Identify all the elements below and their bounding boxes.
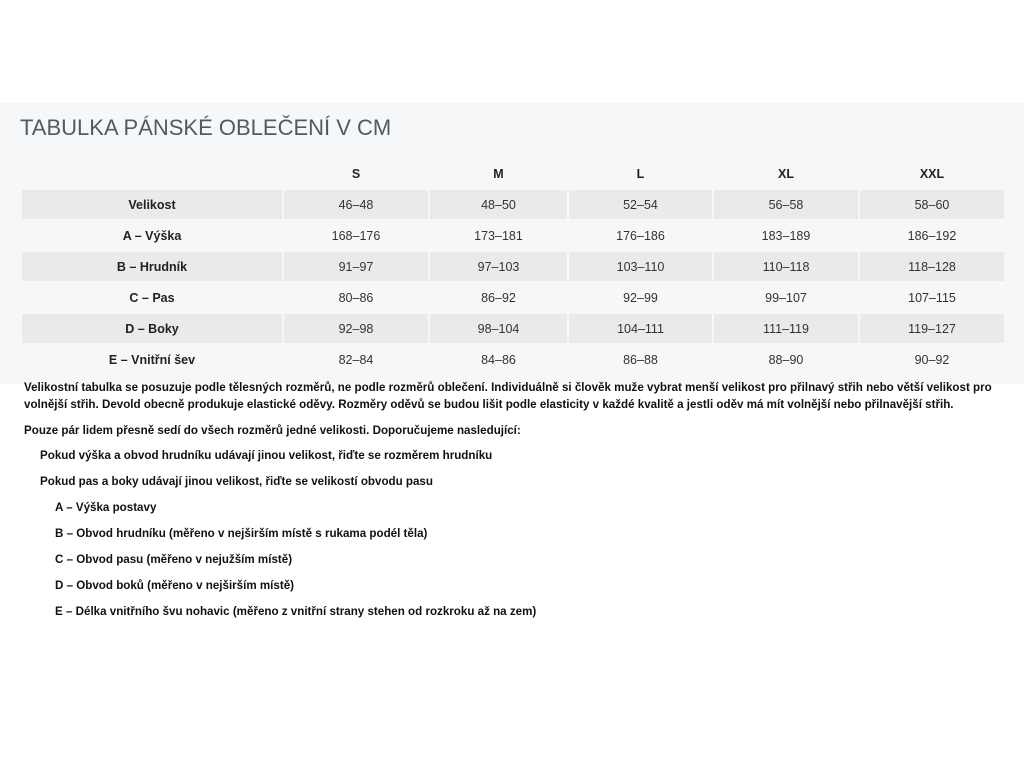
- table-row: [22, 221, 1004, 252]
- table-cell: 84–86: [430, 345, 567, 376]
- row-label: Velikost: [22, 190, 282, 221]
- row-label: C – Pas: [22, 283, 282, 314]
- row-label: B – Hrudník: [22, 252, 282, 283]
- column-header-m: M: [493, 167, 504, 181]
- table-row: [22, 252, 1004, 283]
- measurement-legend-item: C – Obvod pasu (měřeno v nejužším místě): [55, 553, 293, 567]
- measurement-legend-item: B – Obvod hrudníku (měřeno v nejširším místě s rukama podél těla): [55, 527, 428, 541]
- table-cell: 92–99: [569, 283, 712, 314]
- column-header-l: L: [636, 167, 645, 181]
- measurement-legend-item: E – Délka vnitřního švu nohavic (měřeno z vnitřní strany stehen od rozkroku až na zem): [55, 605, 537, 619]
- recommendation-item: Pokud výška a obvod hrudníku udávají jinou velikost, řiďte se rozměrem hrudníku: [40, 449, 493, 463]
- table-cell: 82–84: [284, 345, 428, 376]
- table-row: [22, 190, 1004, 221]
- table-cell: 119–127: [860, 314, 1004, 345]
- recommendation-item: Pokud pas a boky udávají jinou velikost, řiďte se velikostí obvodu pasu: [40, 475, 433, 489]
- table-cell: 173–181: [430, 221, 567, 252]
- table-cell: 90–92: [860, 345, 1004, 376]
- table-cell: 92–98: [284, 314, 428, 345]
- table-cell: 186–192: [860, 221, 1004, 252]
- size-table: [20, 158, 1006, 376]
- measurement-legend-item: A – Výška postavy: [55, 501, 157, 515]
- table-row: [22, 345, 1004, 376]
- table-cell: 104–111: [569, 314, 712, 345]
- column-header-xxl: XXL: [919, 167, 945, 181]
- page-title: TABULKA PÁNSKÉ OBLEČENÍ V CM: [20, 115, 392, 140]
- table-cell: 56–58: [714, 190, 858, 221]
- table-cell: 107–115: [860, 283, 1004, 314]
- table-cell: 88–90: [714, 345, 858, 376]
- column-header: [22, 158, 282, 190]
- recommendation-lead: Pouze pár lidem přesně sedí do všech rozměrů jedné velikosti. Doporučujeme nasledující:: [24, 423, 521, 437]
- row-label: D – Boky: [22, 314, 282, 345]
- table-cell: 80–86: [284, 283, 428, 314]
- table-cell: 183–189: [714, 221, 858, 252]
- table-cell: 91–97: [284, 252, 428, 283]
- table-cell: 110–118: [714, 252, 858, 283]
- row-label: E – Vnitřní šev: [22, 345, 282, 376]
- table-cell: 86–92: [430, 283, 567, 314]
- row-label: A – Výška: [22, 221, 282, 252]
- table-cell: 46–48: [284, 190, 428, 221]
- intro-paragraph: Velikostní tabulka se posuzuje podle tělesných rozměrů, ne podle rozměrů oblečení. Individuálně si člověk muže vybrat menší velikost pro přilnavý střih nebo větší velikost pro volnější střih. Devold obecně produkuje elastické oděvy. Rozměry oděvů se budou lišit podle elasticity v každé kvalitě a jestli oděv má mít volnější nebo přilnavější střih.: [24, 381, 992, 411]
- table-cell: 52–54: [569, 190, 712, 221]
- table-cell: 48–50: [430, 190, 567, 221]
- table-cell: 99–107: [714, 283, 858, 314]
- table-cell: 118–128: [860, 252, 1004, 283]
- table-cell: 176–186: [569, 221, 712, 252]
- size-notes: [24, 380, 1004, 630]
- table-row: [22, 314, 1004, 345]
- table-cell: 111–119: [714, 314, 858, 345]
- column-header-xl: XL: [778, 167, 794, 181]
- table-cell: 86–88: [569, 345, 712, 376]
- column-header-s: S: [351, 167, 361, 181]
- table-row: [22, 283, 1004, 314]
- table-cell: 103–110: [569, 252, 712, 283]
- table-cell: 168–176: [284, 221, 428, 252]
- table-cell: 98–104: [430, 314, 567, 345]
- table-header-row: [22, 158, 1004, 190]
- table-cell: 58–60: [860, 190, 1004, 221]
- table-cell: 97–103: [430, 252, 567, 283]
- measurement-legend-item: D – Obvod boků (měřeno v nejširším místě): [55, 579, 295, 593]
